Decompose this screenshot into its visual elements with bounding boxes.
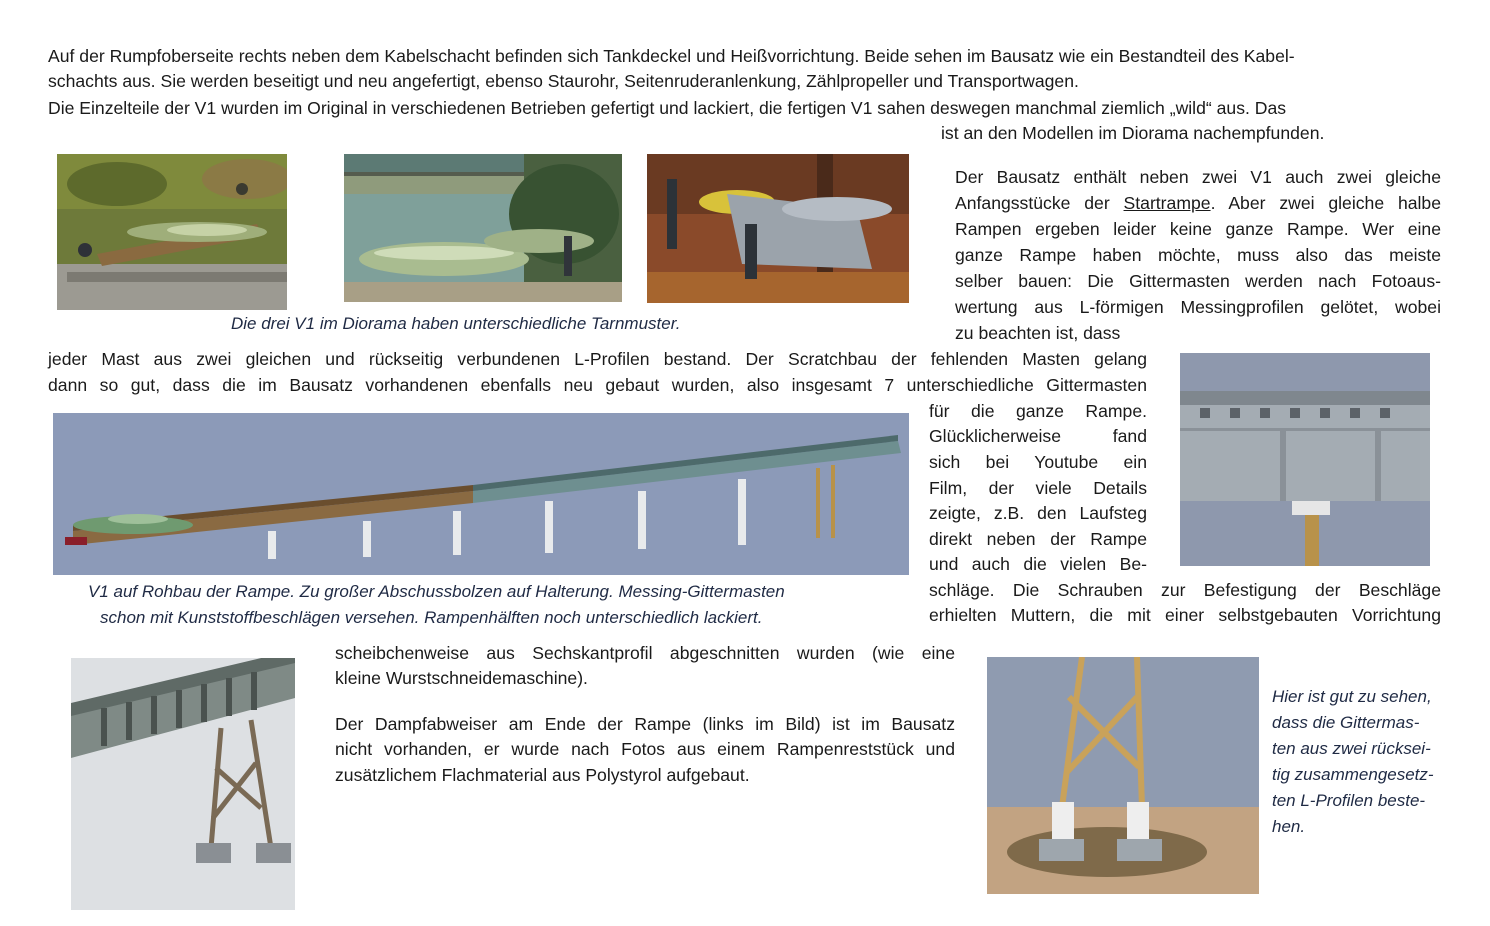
bottom-p1-line-1: scheibchenweise aus Sechskantprofil abgeschnitten wurden (wie eine [335, 643, 955, 663]
narrow-line-2: Glücklicherweise fand [929, 426, 1147, 446]
caption-side-line-6: hen. [1272, 817, 1306, 836]
middle-line-1: jeder Mast aus zwei gleichen und rückseitig verbundenen L-Profilen bestand. Der Scratchbau der fehlenden Masten gelang [48, 349, 1147, 369]
narrow-line-4: Film, der viele Details [929, 478, 1147, 498]
bottom-p2-line-3: zusätzlichem Flachmaterial aus Polystyrol aufgebaut. [335, 765, 750, 785]
intro-line-2: schachts aus. Sie werden beseitigt und neu angefertigt, ebenso Staurohr, Seitenruderanlenkung, Zählpropeller und Transportwagen. [48, 71, 1079, 91]
narrow-line-3: sich bei Youtube ein [929, 452, 1147, 472]
bottom-p1-line-2: kleine Wurstschneidemaschine). [335, 668, 588, 688]
wide-line-2: erhielten Muttern, die mit einer selbstgebauten Vorrichtung [929, 605, 1441, 625]
right-col-line-6: wertung aus L-förmigen Messingprofilen gelötet, wobei [955, 297, 1441, 317]
deflector-photo [71, 658, 295, 910]
right-col-line-2-tail: . Aber zwei gleiche halbe [1210, 193, 1441, 213]
narrow-line-7: und auch die vielen Be- [929, 554, 1147, 574]
right-col-line-3: Rampen ergeben leider keine ganze Rampe. Wer eine [955, 219, 1441, 239]
narrow-line-5: zeigte, z.B. den Laufsteg [929, 503, 1147, 523]
middle-line-2: dann so gut, dass die im Bausatz vorhandenen ebenfalls neu gebaut wurden, also insgesamt 7 unterschiedliche Gittermasten [48, 375, 1147, 395]
bottom-p2-line-2: nicht vorhanden, er wurde nach Fotos aus einem Rampenreststück und [335, 739, 955, 759]
caption-side-line-5: ten L-Profilen beste- [1272, 791, 1426, 810]
caption-side-line-3: ten aus zwei rückseі- [1272, 739, 1431, 758]
right-col-line-2-text: Anfangsstücke der [955, 193, 1110, 213]
caption-side-line-1: Hier ist gut zu sehen, [1272, 687, 1432, 706]
girder-closeup-photo [1180, 353, 1430, 566]
caption-side-line-2: dass die Gittermas- [1272, 713, 1420, 732]
intro-line-4: ist an den Modellen im Diorama nachempfunden. [941, 123, 1325, 143]
right-col-line-2 [955, 191, 1441, 217]
caption-ramp-line-1: V1 auf Rohbau der Rampe. Zu großer Abschussbolzen auf Halterung. Messing-Gittermasten [88, 582, 785, 601]
ramp-photo [53, 413, 909, 575]
intro-line-1: Auf der Rumpfoberseite rechts neben dem Kabelschacht befinden sich Tankdeckel und Heißvorrichtung. Beide sehen im Bausatz wie ein Bestandteil des Kabel- [48, 46, 1295, 66]
right-col-line-1: Der Bausatz enthält neben zwei V1 auch zwei gleiche [955, 167, 1441, 187]
narrow-line-1: für die ganze Rampe. [929, 401, 1147, 421]
mast-base-photo [987, 657, 1259, 894]
startrampe-link[interactable]: Startrampe [1123, 193, 1211, 213]
diorama-photo-3 [647, 154, 909, 303]
intro-line-3: Die Einzelteile der V1 wurden im Original in verschiedenen Betrieben gefertigt und lackiert, die fertigen V1 sahen deswegen manchmal ziemlich „wild“ aus. Das [48, 98, 1287, 118]
bottom-p2-line-1: Der Dampfabweiser am Ende der Rampe (links im Bild) ist im Bausatz [335, 714, 955, 734]
narrow-line-6: direkt neben der Rampe [929, 529, 1147, 549]
right-col-line-5: selber bauen: Die Gittermasten werden nach Fotoaus- [955, 271, 1441, 291]
diorama-photo-1 [57, 154, 287, 310]
caption-ramp-line-2: schon mit Kunststoffbeschlägen versehen. Rampenhälften noch unterschiedlich lackiert. [100, 608, 763, 627]
diorama-photo-2 [344, 154, 622, 302]
caption-side-line-4: tig zusammengesetz- [1272, 765, 1434, 784]
right-col-line-7: zu beachten ist, dass [955, 323, 1121, 343]
right-col-line-4: ganze Rampe haben möchte, muss also das meiste [955, 245, 1441, 265]
caption-top: Die drei V1 im Diorama haben unterschiedliche Tarnmuster. [231, 314, 681, 333]
wide-line-1: schläge. Die Schrauben zur Befestigung der Beschläge [929, 580, 1441, 600]
